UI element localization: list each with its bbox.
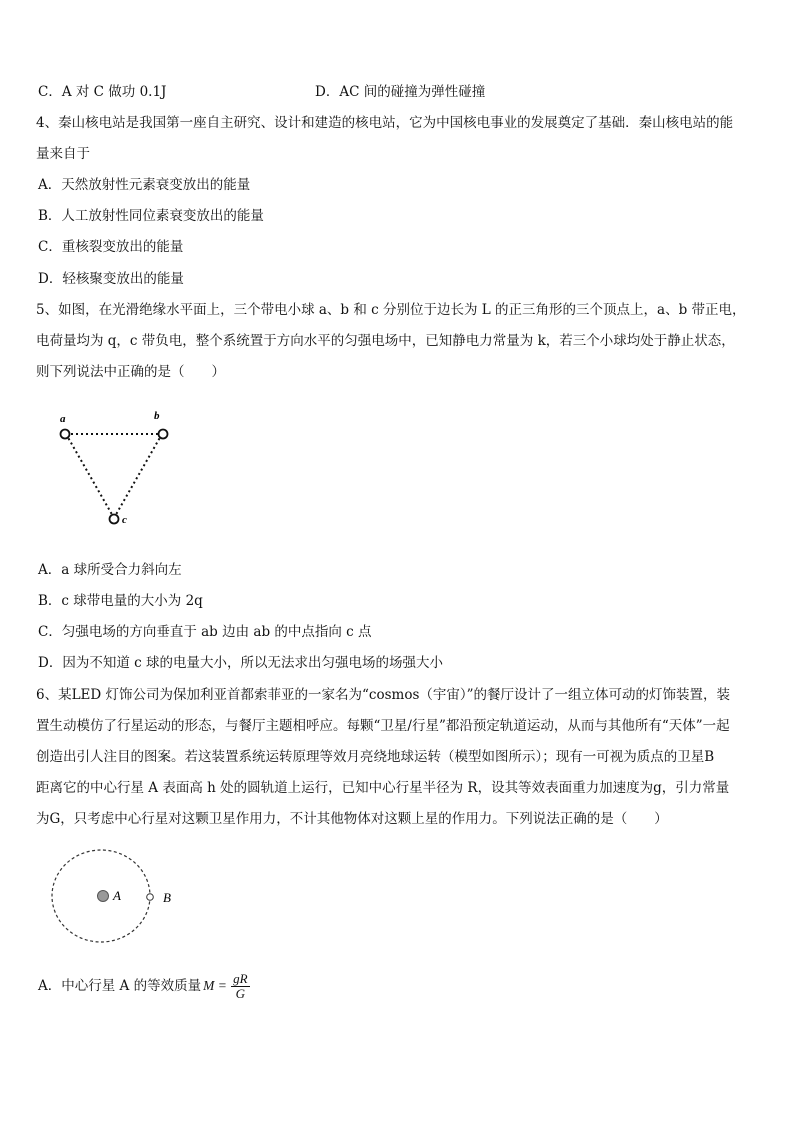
q3-option-c: C．A 对 C 做功 0.1J (38, 84, 167, 100)
q5-option-c: C．匀强电场的方向垂直于 ab 边由 ab 的中点指向 c 点 (38, 624, 372, 640)
q5-stem-line-2: 电荷量均为 q，c 带负电，整个系统置于方向水平的匀强电场中，已知静电力常量为 k，若三个小球均处于静止状态， (36, 333, 735, 349)
q4-option-b: B．人工放射性同位素衰变放出的能量 (38, 208, 264, 224)
ball-a (61, 430, 70, 439)
fraction-numerator: gR (233, 971, 248, 986)
q6-option-a-prefix: A．中心行星 A 的等效质量 (38, 978, 202, 994)
q5-option-a: A．a 球所受合力斜向左 (38, 562, 182, 578)
q6-stem-line-1: 6、某LED 灯饰公司为保加利亚首都索菲亚的一家名为“cosmos（宇宙）”的餐厅设计了一组立体可动的灯饰装置，装 (36, 687, 731, 703)
label-b: b (154, 410, 160, 422)
q6-stem-line-2: 置生动模仿了行星运动的形态，与餐厅主题相呼应。每颗“卫星/行星”都沿预定轨道运动，从而与其他所有“天体”一起 (36, 718, 730, 734)
q5-stem-line-3: 则下列说法中正确的是（ ） (36, 364, 225, 380)
q5-stem-line-1: 5、如图，在光滑绝缘水平面上，三个带电小球 a、b 和 c 分别位于边长为 L 的正三角形的三个顶点上，a、b 带正电， (36, 302, 746, 318)
label-planet-a: A (113, 888, 121, 903)
q4-stem-line-2: 量来自于 (36, 146, 90, 162)
planet-a (98, 891, 109, 902)
q6-option-a-fraction (231, 972, 249, 1001)
satellite-b (147, 894, 154, 901)
q6-option-a (38, 968, 250, 1004)
ball-c (110, 515, 119, 524)
q4-option-c: C．重核裂变放出的能量 (38, 239, 184, 255)
label-satellite-b: B (163, 890, 171, 905)
q4-option-a: A．天然放射性元素衰变放出的能量 (38, 177, 251, 193)
q6-stem-line-4: 距离它的中心行星 A 表面高 h 处的圆轨道上运行，已知中心行星半径为 R，设其等效表面重力加速度为g，引力常量 (36, 780, 730, 796)
q4-stem-line-1: 4、秦山核电站是我国第一座自主研究、设计和建造的核电站，它为中国核电事业的发展奠定了基础．秦山核电站的能 (36, 115, 734, 131)
label-c: c (122, 514, 127, 526)
q6-stem-line-5: 为G，只考虑中心行星对这颗卫星作用力，不计其他物体对这颗上星的作用力。下列说法正确的是（ ） (36, 811, 668, 827)
ball-b (159, 430, 168, 439)
triangle-edge-bc (114, 434, 162, 518)
q4-option-d: D．轻核聚变放出的能量 (38, 271, 184, 287)
q3-option-d: D．AC 间的碰撞为弹性碰撞 (315, 84, 486, 100)
q5-option-d: D．因为不知道 c 球的电量大小，所以无法求出匀强电场的场强大小 (38, 655, 443, 671)
fraction-denominator: G (235, 986, 246, 1001)
triangle-figure (50, 405, 190, 530)
triangle-edge-ac (66, 434, 114, 518)
q5-option-b: B．c 球带电量的大小为 2q (38, 593, 203, 609)
label-a: a (60, 413, 66, 425)
q6-option-a-lhs: M = (203, 978, 227, 993)
q6-stem-line-3: 创造出引人注目的图案。若这装置系统运转原理等效月亮绕地球运转（模型如图所示）；现有一可视为质点的卫星B (36, 749, 715, 765)
orbit-figure (48, 848, 188, 948)
